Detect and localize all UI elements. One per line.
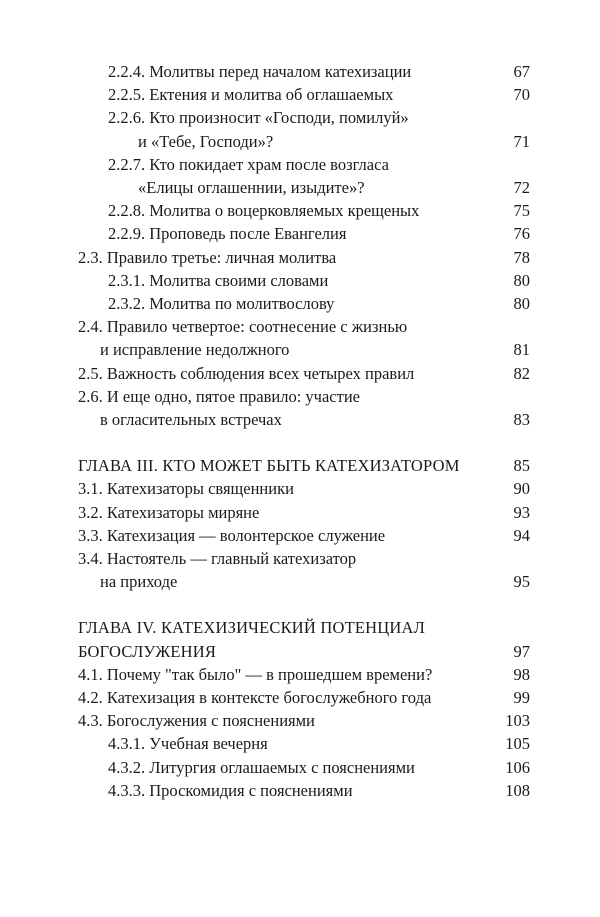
toc-entry — [78, 709, 530, 732]
toc-page-number: 76 — [513, 224, 530, 244]
toc-entry-line: 2.3. Правило третье: личная молитва — [78, 247, 337, 267]
toc-entry-line: 3.1. Катехизаторы священники — [78, 479, 294, 499]
toc-entry — [78, 222, 530, 245]
toc-entry — [78, 292, 530, 315]
toc-entry-title — [78, 524, 490, 547]
toc-entry-title — [78, 732, 490, 755]
toc-entry-line: 4.3. Богослужения с пояснениями — [78, 711, 315, 731]
toc-page-number: 106 — [505, 757, 530, 777]
toc-entry-line: 2.4. Правило четвертое: соотнесение с жизнью — [78, 317, 408, 337]
toc-entry-line: 3.2. Катехизаторы миряне — [78, 502, 260, 522]
toc-page-number: 97 — [513, 641, 530, 661]
toc-entry-title — [78, 454, 490, 477]
toc-entry-title — [78, 756, 490, 779]
toc-chapter-entry — [78, 616, 530, 662]
toc-entry-title — [78, 547, 490, 593]
toc-entry-title — [78, 292, 490, 315]
toc-entry — [78, 477, 530, 500]
toc-entry-title — [78, 686, 490, 709]
toc-page-number: 90 — [513, 479, 530, 499]
toc-entry-line: 3.3. Катехизация — волонтерское служение — [78, 525, 386, 545]
toc-entry — [78, 60, 530, 83]
toc-entry-line: 2.2.9. Проповедь после Евангелия — [108, 224, 347, 244]
toc-entry-title — [78, 222, 490, 245]
toc-page-number: 82 — [513, 363, 530, 383]
toc-page-number: 80 — [513, 270, 530, 290]
toc-entry-line: 2.2.8. Молитва о воцерковляемых крещеных — [108, 201, 420, 221]
toc-entry-line: ГЛАВА IV. КАТЕХИЗИЧЕСКИЙ ПОТЕНЦИАЛ — [78, 618, 425, 638]
toc-entry-line: 2.2.4. Молитвы перед началом катехизации — [108, 62, 412, 81]
toc-entry-line: на приходе — [100, 572, 178, 592]
toc-entry-line: ГЛАВА III. КТО МОЖЕТ БЫТЬ КАТЕХИЗАТОРОМ — [78, 456, 460, 476]
toc-entry — [78, 756, 530, 779]
toc-entry-line: «Елицы оглашеннии, изыдите»? — [138, 178, 365, 198]
toc-page-number: 80 — [513, 294, 530, 314]
toc-entry — [78, 246, 530, 269]
toc-entry-line: 2.2.7. Кто покидает храм после возгласа — [108, 154, 389, 174]
toc-entry — [78, 732, 530, 755]
toc-entry-line: 4.2. Катехизация в контексте богослужебного года — [78, 688, 432, 708]
toc-entry-line: БОГОСЛУЖЕНИЯ — [78, 641, 217, 661]
toc-entry-line: и исправление недолжного — [100, 340, 290, 360]
toc-entry-line: 2.2.5. Ектения и молитва об оглашаемых — [108, 85, 394, 105]
section-gap — [78, 593, 530, 616]
toc-entry — [78, 269, 530, 292]
toc-entry-line: 2.5. Важность соблюдения всех четырех правил — [78, 363, 415, 383]
toc-entry-title — [78, 106, 490, 152]
toc-entry-title — [78, 709, 490, 732]
toc-page-number: 108 — [505, 780, 530, 800]
toc-chapter-entry — [78, 454, 530, 477]
toc-entry-title — [78, 246, 490, 269]
toc-page-number: 93 — [513, 502, 530, 522]
toc-page-number: 95 — [513, 572, 530, 592]
toc-entry-title — [78, 199, 490, 222]
toc-entry-line: в огласительных встречах — [100, 410, 282, 430]
toc-page-number: 67 — [513, 62, 530, 81]
toc-entry — [78, 501, 530, 524]
toc-page-number: 103 — [505, 711, 530, 731]
toc-entry-title — [78, 616, 490, 662]
toc-page-number: 81 — [513, 340, 530, 360]
toc-entry-line: 2.3.2. Молитва по молитвослову — [108, 294, 335, 314]
toc-entry-title — [78, 60, 490, 83]
toc-entry-line: 2.2.6. Кто произносит «Господи, помилуй» — [108, 108, 409, 128]
toc-entry-title — [78, 477, 490, 500]
toc-entry-title — [78, 663, 490, 686]
toc-entry-line: 3.4. Настоятель — главный катехизатор — [78, 549, 357, 569]
toc-entry — [78, 83, 530, 106]
toc-entry — [78, 153, 530, 199]
toc-entry — [78, 547, 530, 593]
toc-entry — [78, 362, 530, 385]
toc-entry-title — [78, 362, 490, 385]
toc-page-number: 70 — [513, 85, 530, 105]
toc-entry — [78, 385, 530, 431]
toc-entry — [78, 106, 530, 152]
toc-page-number: 105 — [505, 734, 530, 754]
toc-entry-line: 2.6. И еще одно, пятое правило: участие — [78, 386, 360, 406]
toc-entry-line: и «Тебе, Господи»? — [138, 131, 274, 151]
toc-entry-title — [78, 269, 490, 292]
toc-page-number: 98 — [513, 664, 530, 684]
table-of-contents — [78, 60, 530, 802]
toc-entry — [78, 686, 530, 709]
toc-entry — [78, 199, 530, 222]
toc-page-number: 94 — [513, 525, 530, 545]
toc-entry-line: 2.3.1. Молитва своими словами — [108, 270, 329, 290]
toc-entry — [78, 524, 530, 547]
toc-entry-title — [78, 83, 490, 106]
toc-entry-title — [78, 315, 490, 361]
toc-page-number: 75 — [513, 201, 530, 221]
toc-page-number: 85 — [513, 456, 530, 476]
toc-entry-title — [78, 501, 490, 524]
toc-page-number: 78 — [513, 247, 530, 267]
toc-entry-title — [78, 153, 490, 199]
toc-entry-line: 4.1. Почему "так было" — в прошедшем времени? — [78, 664, 433, 684]
toc-entry-line: 4.3.2. Литургия оглашаемых с пояснениями — [108, 757, 415, 777]
toc-page-number: 72 — [513, 178, 530, 198]
toc-entry-title — [78, 385, 490, 431]
section-gap — [78, 431, 530, 454]
toc-entry — [78, 315, 530, 361]
toc-page-number: 99 — [513, 688, 530, 708]
toc-entry-line: 4.3.3. Проскомидия с пояснениями — [108, 780, 353, 800]
toc-entry-title — [78, 779, 490, 802]
toc-page-number: 83 — [513, 410, 530, 430]
toc-entry — [78, 779, 530, 802]
toc-page-number: 71 — [513, 131, 530, 151]
toc-entry-line: 4.3.1. Учебная вечерня — [108, 734, 268, 754]
toc-entry — [78, 663, 530, 686]
